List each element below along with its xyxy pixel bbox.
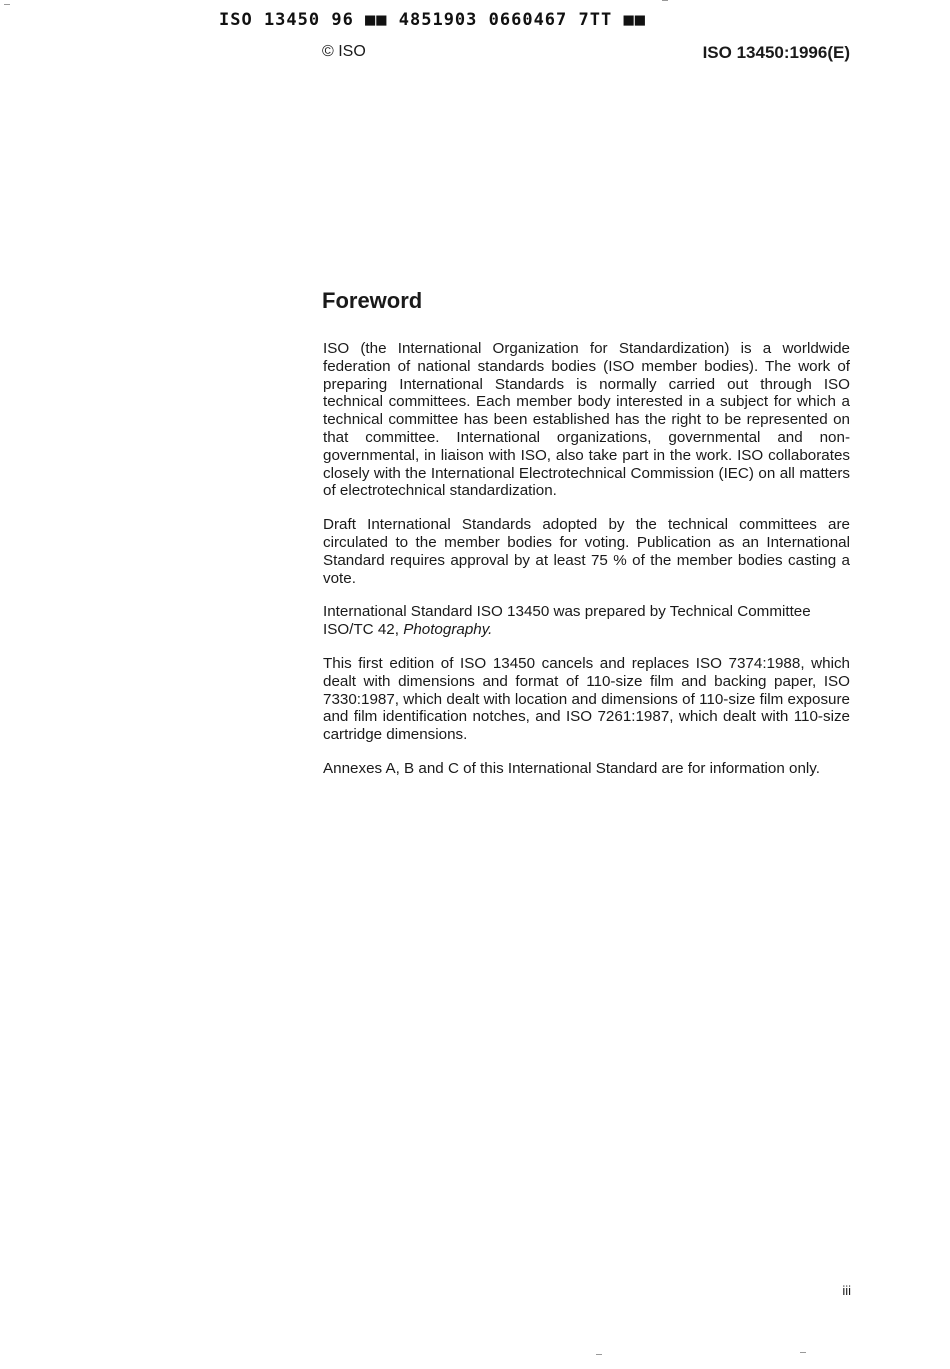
copyright-notice: © ISO xyxy=(322,43,366,60)
paragraph-annexes: Annexes A, B and C of this International Standard are for information only. xyxy=(323,759,820,777)
paragraph-prepared-by xyxy=(323,603,850,639)
scan-artifact-top xyxy=(662,0,668,1)
prepared-by-text: International Standard ISO 13450 was prepared by Technical Committee ISO/TC 42, xyxy=(323,603,811,639)
paragraph-organization: ISO (the International Organization for Standardization) is a worldwide federation of national standards bodies (ISO member bodies). The work of preparing International Standards is normally carried out through ISO technical committees. Each member body interested in a subject for which a technical committee has been established has the right to be represented on that committee. International organizations, governmental and non-governmental, in liaison with ISO, also take part in the work. ISO collaborates closely with the International Electrotechnical Commission (IEC) on all matters of electrotechnical standardization. xyxy=(323,340,850,500)
committee-subject: Photography. xyxy=(403,621,493,639)
barcode-header-line: ISO 13450 96 ■■ 4851903 0660467 7TT ■■ xyxy=(219,10,646,30)
paragraph-first-edition: This first edition of ISO 13450 cancels and replaces ISO 7374:1988, which dealt with dimensions and format of 110-size film and backing paper, ISO 7330:1987, which dealt with location and dimensions of 110-size film exposure and film identification notches, and ISO 7261:1987, which dealt with 110-size cartridge dimensions. xyxy=(323,654,850,744)
page-number: iii xyxy=(842,1283,851,1298)
foreword-body xyxy=(323,340,850,794)
scan-artifact-bottom-right xyxy=(800,1352,806,1353)
section-title: Foreword xyxy=(322,288,423,313)
paragraph-draft-standards: Draft International Standards adopted by the technical committees are circulated to the member bodies for voting. Publication as an International Standard requires approval by at least 75 % of the member bodies casting a vote. xyxy=(323,516,850,587)
scan-artifact-bottom-left xyxy=(596,1354,602,1355)
scan-artifact-top-left xyxy=(4,4,10,5)
document-identifier: ISO 13450:1996(E) xyxy=(702,43,850,62)
